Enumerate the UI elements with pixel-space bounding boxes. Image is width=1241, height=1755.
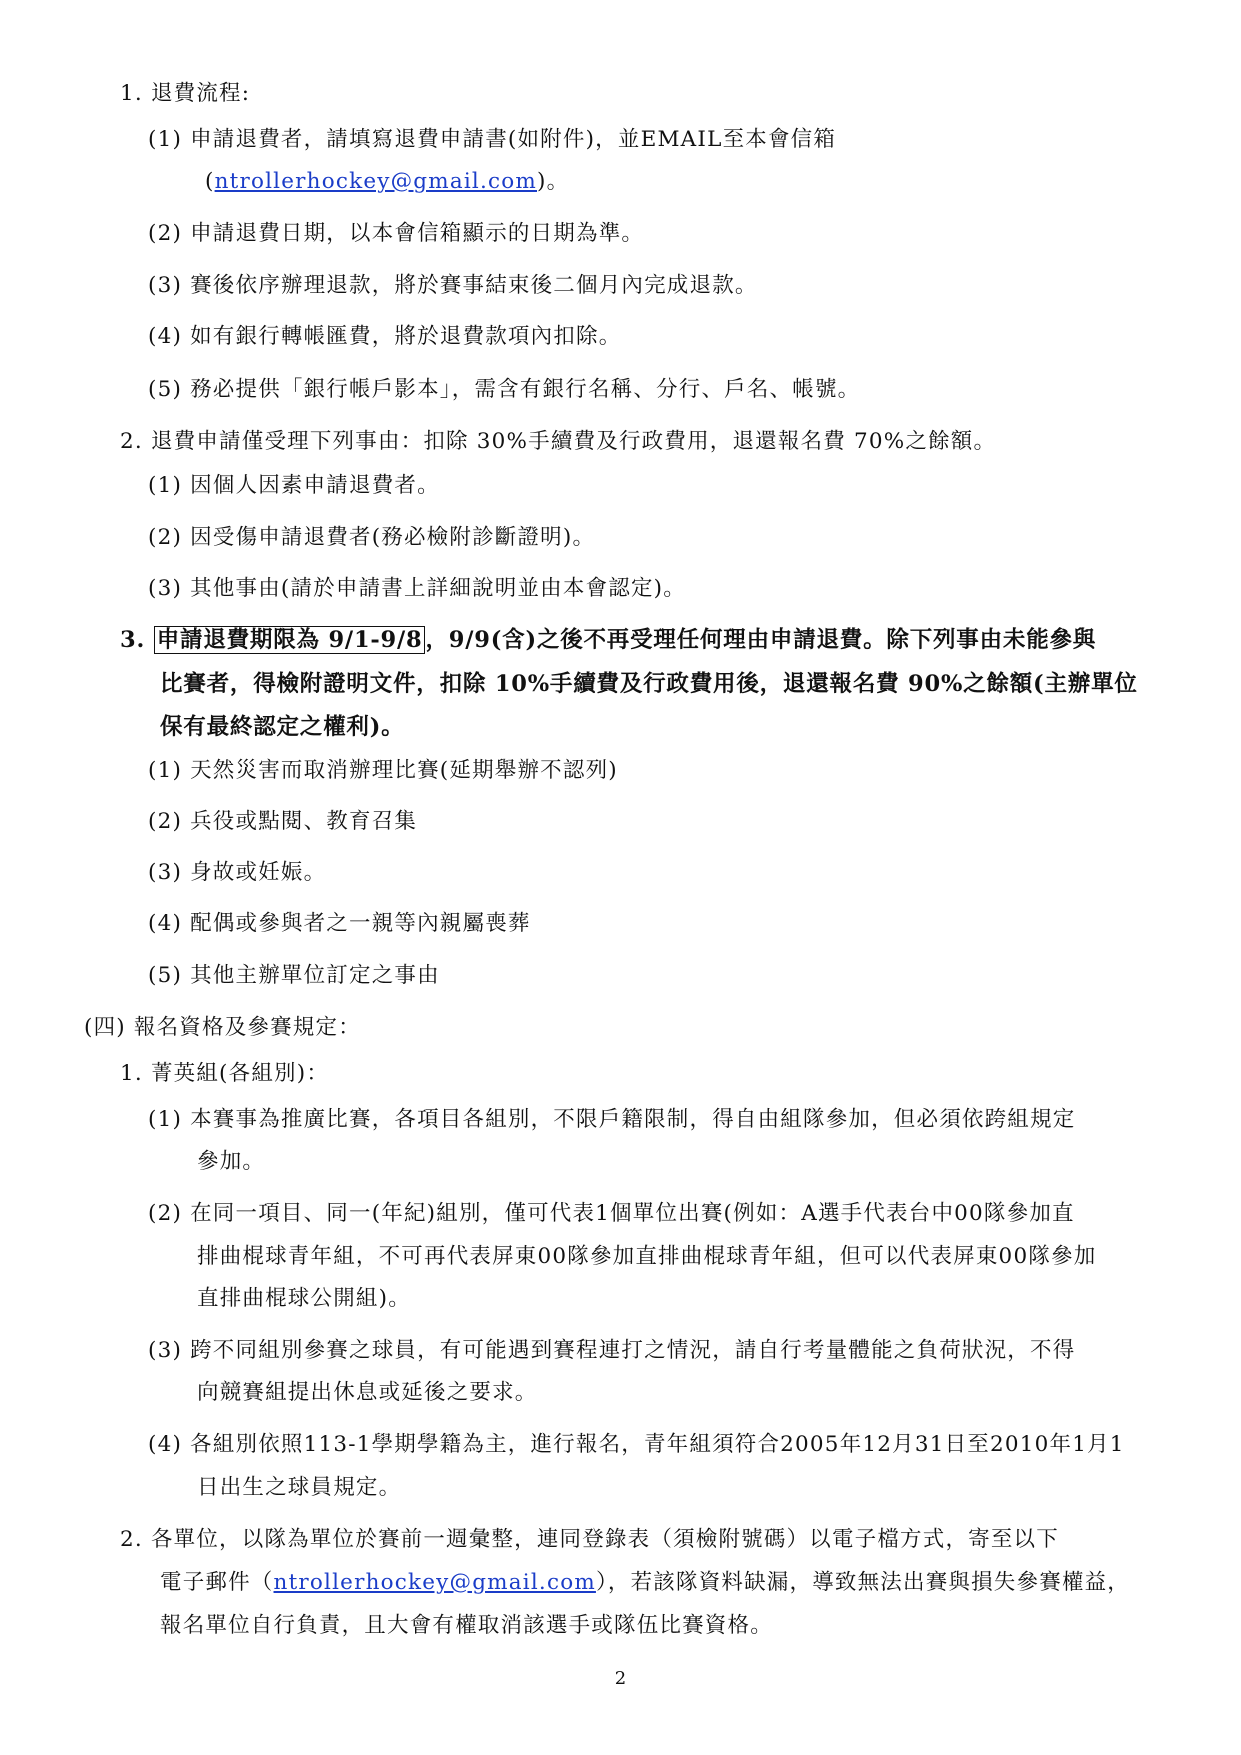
refund-deadline-item-2: (2) 兵役或點閱、教育召集: [148, 809, 418, 834]
elite-item-4-cont: 日出生之球員規定。: [197, 1475, 402, 1500]
refund-deadline-item-1: (1) 天然災害而取消辦理比賽(延期舉辦不認列): [148, 758, 618, 783]
email-prefix: 電子郵件（: [160, 1570, 274, 1595]
elite-item-4: (4) 各組別依照113-1學期學籍為主，進行報名，青年組須符合2005年12月31日至2010年1月1: [148, 1432, 1125, 1457]
refund-deadline-item-5: (5) 其他主辦單位訂定之事由: [148, 963, 440, 988]
paren-close: )。: [537, 169, 570, 194]
email-link[interactable]: ntrollerhockey@gmail.com: [273, 1570, 596, 1595]
elite-item-2-cont-1: 排曲棍球青年組，不可再代表屏東00隊參加直排曲棍球青年組，但可以代表屏東00隊參加: [197, 1244, 1097, 1269]
refund-deadline-number: 3.: [120, 627, 146, 653]
refund-deadline-line-1: [120, 626, 1096, 654]
paren-open: (: [205, 169, 215, 194]
refund-deadline-rest: ，9/9(含)之後不再受理任何理由申請退費。除下列事由未能參與: [425, 627, 1097, 653]
refund-process-item-5: (5) 務必提供「銀行帳戶影本」，需含有銀行名稱、分行、戶名、帳號。: [148, 377, 861, 402]
refund-process-item-3: (3) 賽後依序辦理退款，將於賽事結束後二個月內完成退款。: [148, 273, 758, 298]
refund-reasons-item-2: (2) 因受傷申請退費者(務必檢附診斷證明)。: [148, 525, 596, 550]
refund-reasons-item-1: (1) 因個人因素申請退費者。: [148, 473, 440, 498]
refund-deadline-item-3: (3) 身故或妊娠。: [148, 860, 327, 885]
refund-process-item-1-email-line: [205, 168, 569, 196]
eligibility-section-heading: (四) 報名資格及參賽規定：: [84, 1015, 361, 1040]
refund-process-heading: 1. 退費流程:: [120, 81, 251, 106]
refund-deadline-line-2: 比賽者，得檢附證明文件，扣除 10%手續費及行政費用後，退還報名費 90%之餘額(主辦單位: [160, 671, 1138, 697]
email-link[interactable]: ntrollerhockey@gmail.com: [214, 169, 538, 194]
elite-item-1: (1) 本賽事為推廣比賽，各項目各組別，不限戶籍限制，得自由組隊參加，但必須依跨組規定: [148, 1107, 1076, 1132]
refund-reasons-heading: 2. 退費申請僅受理下列事由：扣除 30%手續費及行政費用，退還報名費 70%之餘額。: [120, 429, 997, 454]
refund-deadline-item-4: (4) 配偶或參與者之一親等內親屬喪葬: [148, 911, 531, 936]
units-submission-last-line: 報名單位自行負責，且大會有權取消該選手或隊伍比賽資格。: [160, 1613, 773, 1638]
refund-process-item-1: (1) 申請退費者，請填寫退費申請書(如附件)，並EMAIL至本會信箱: [148, 127, 837, 152]
units-submission-paragraph: 2. 各單位，以隊為單位於賽前一週彙整，連同登錄表（須檢附號碼）以電子檔方式，寄至以下: [120, 1527, 1059, 1552]
elite-item-2-cont-2: 直排曲棍球公開組)。: [197, 1286, 411, 1311]
elite-item-3: (3) 跨不同組別參賽之球員，有可能遇到賽程連打之情況，請自行考量體能之負荷狀況，不得: [148, 1338, 1076, 1363]
units-submission-email-line: [160, 1569, 1130, 1597]
refund-deadline-line-3: 保有最終認定之權利)。: [160, 714, 405, 740]
refund-reasons-item-3: (3) 其他事由(請於申請書上詳細說明並由本會認定)。: [148, 576, 686, 601]
refund-deadline-boxed: 申請退費期限為 9/1-9/8: [154, 626, 426, 654]
refund-process-item-2: (2) 申請退費日期，以本會信箱顯示的日期為準。: [148, 221, 645, 246]
elite-item-3-cont: 向競賽組提出休息或延後之要求。: [197, 1380, 538, 1405]
page-number: 2: [614, 1668, 627, 1689]
refund-process-item-4: (4) 如有銀行轉帳匯費，將於退費款項內扣除。: [148, 324, 622, 349]
email-suffix: ），若該隊資料缺漏，導致無法出賽與損失參賽權益，: [595, 1570, 1130, 1595]
elite-item-2: (2) 在同一項目、同一(年紀)組別，僅可代表1個單位出賽(例如：A選手代表台中00隊參加直: [148, 1201, 1075, 1226]
elite-heading: 1. 菁英組(各組別)：: [120, 1061, 330, 1086]
elite-item-1-cont: 參加。: [197, 1149, 266, 1174]
